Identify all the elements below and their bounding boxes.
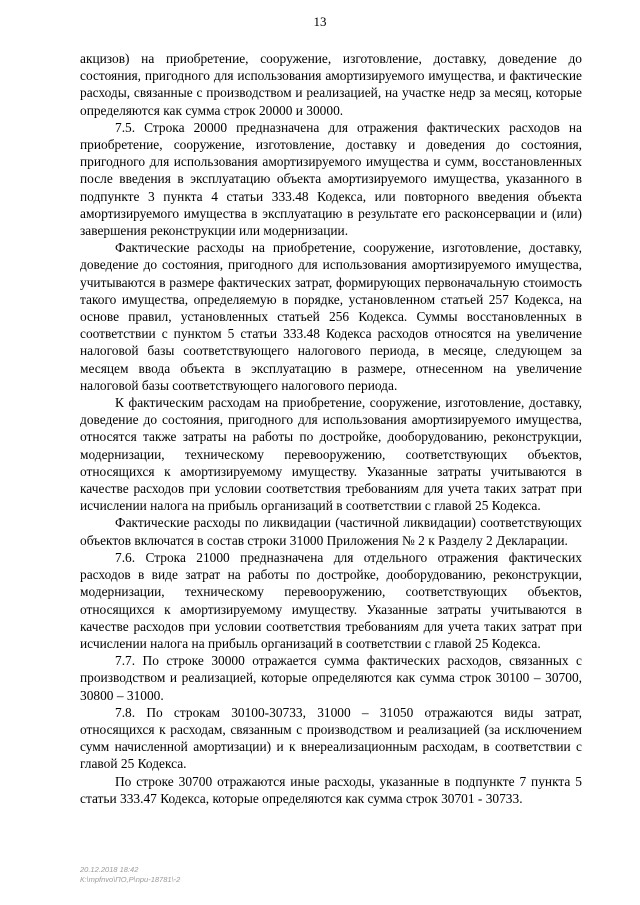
paragraph-liquidation: Фактические расходы по ликвидации (частичной ликвидации) соответствующих объектов включатся в состав строки 31000 Приложения № 2 к Разделу 2 Декларации. (80, 515, 582, 548)
footer-file-path: К:\mpfnvo\ПО,Р\npu-18781\-2 (80, 875, 181, 884)
paragraph-7-6: 7.6. Строка 21000 предназначена для отдельного отражения фактических расходов в виде затрат на работы по достройке, дооборудованию, реконструкции, модернизации, техническому перевооружению, соответствующих объектов, относящихся к амортизируемому имуществу. Указанные затраты учитываются в качестве расходов при условии соответствия требованиям для учета таких затрат при исчислении налога на прибыль организаций в соответствии с главой 25 Кодекса. (80, 549, 582, 651)
paragraph-7-5: 7.5. Строка 20000 предназначена для отражения фактических расходов на приобретение, сооружение, изготовление, доставку и доведения до состояния, пригодного для использования амортизируемого имущества и сумм, восстановленных после введения в эксплуатацию объекта амортизируемого имущества, указанного в подпункте 3 пункта 4 статьи 333.48 Кодекса, или повторного введения объекта амортизируемого имущества в эксплуатацию в результате его расконсервации и (или) завершения реконструкции или модернизации. (80, 119, 582, 239)
paragraph-line-30700: По строке 30700 отражаются иные расходы, указанные в подпункте 7 пункта 5 статьи 333.47 Кодекса, которые определяются как сумма строк 30701 - 30733. (80, 773, 582, 806)
paragraph-additional-costs: К фактическим расходам на приобретение, сооружение, изготовление, доставку, доведение до состояния, пригодного для использования амортизируемого имущества, относятся также затраты на работы по достройке, дооборудованию, реконструкции, модернизации, техническому перевооружению, соответствующих объектов, относящихся к амортизируемому имуществу. Указанные затраты учитываются в качестве расходов при условии соответствия требованиям для учета таких затрат при исчислении налога на прибыль организаций в соответствии с главой 25 Кодекса. (80, 395, 582, 514)
page-number: 13 (313, 14, 327, 29)
paragraph-7-8: 7.8. По строкам 30100-30733, 31000 – 31050 отражаются виды затрат, относящихся к расходам, связанным с производством и реализацией (за исключением сумм начисленной амортизации) и к внереализационным расходам, в соответствии с главой 25 Кодекса. (80, 704, 582, 772)
paragraph-7-7: 7.7. По строке 30000 отражается сумма фактических расходов, связанных с производством и реализацией, которые определяются как сумма строк 30100 – 30700, 30800 – 31000. (80, 653, 582, 703)
document-footer (80, 865, 180, 885)
paragraph-actual-costs: Фактические расходы на приобретение, сооружение, изготовление, доставку, доведение до состояния, пригодного для использования амортизируемого имущества, учитываются в размере фактических затрат, формирующих первоначальную стоимость такого имущества, определяемую в порядке, установленном статьей 257 Кодекса, на основе правил, установленных статьей 256 Кодекса. Суммы восстановленных в соответствии с пунктом 5 статьи 333.48 Кодекса расходов относятся на увеличение налоговой базы соответствующего налогового периода, в месяце, следующем за месяцем ввода объекта в эксплуатацию в размере, отнесенном на увеличение налоговой базы соответствующего налогового периода. (80, 240, 582, 393)
paragraph-continuation: акцизов) на приобретение, сооружение, изготовление, доставку, доведение до состояния, пригодного для использования амортизируемого имущества, и фактические расходы, связанные с производством и реализацией, на участке недр за месяц, которые определяются как сумма строк 20000 и 30000. (80, 51, 582, 118)
footer-timestamp: 20.12.2018 18:42 (80, 865, 139, 874)
document-body (80, 50, 582, 807)
